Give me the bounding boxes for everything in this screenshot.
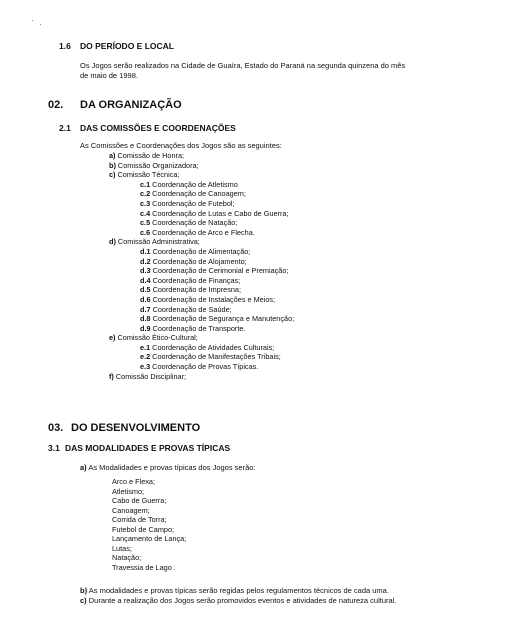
item-text: Comissão Técnica; [115, 170, 180, 180]
item-text: Coordenação de Transporte. [150, 323, 246, 333]
section-number: 1.6 [59, 41, 71, 51]
committee-item [109, 372, 294, 382]
modality-item: Natação; [112, 553, 142, 562]
item-text: Coordenação de Futebol; [150, 198, 235, 208]
item-marker: e.1 [140, 342, 151, 352]
item-marker: e.2 [140, 352, 151, 362]
modality-item: Canoagem; [112, 505, 150, 515]
modality-item: Lutas; [112, 543, 132, 553]
item-text: Coordenação de Manifestações Tribais; [150, 352, 281, 362]
scan-speck [40, 24, 41, 25]
chapter-number: 02. [48, 99, 64, 111]
list-item-a [80, 463, 256, 472]
item-marker: f) [109, 371, 114, 381]
coordination-item [109, 189, 294, 199]
list-item-c [80, 596, 396, 605]
item-marker: d.2 [140, 256, 151, 266]
coordination-item [109, 228, 294, 238]
item-marker: c.5 [140, 218, 151, 228]
section-title: DO PERÍODO E LOCAL [80, 41, 174, 51]
modality-item: Atletismo; [112, 486, 145, 496]
coordination-item [109, 218, 294, 228]
paragraph-line: de maio de 1998. [80, 71, 138, 80]
modality-item: Travessia de Lago . [112, 562, 176, 572]
item-text: Comissão Organizadora; [115, 160, 199, 170]
coordination-item [109, 209, 294, 219]
modality-item: Cabo de Guerra; [112, 496, 167, 505]
item-marker: c.3 [140, 198, 151, 208]
committee-item [109, 237, 294, 247]
item-marker: d.6 [140, 294, 151, 304]
coordination-item [109, 314, 294, 324]
item-marker: d.8 [140, 314, 151, 324]
paragraph-line: Os Jogos serão realizados na Cidade de Guaíra, Estado do Paraná na segunda quinzena do mês [80, 61, 406, 70]
item-text: Coordenação de Alimentação; [150, 246, 251, 256]
chapter-number: 03. [48, 422, 64, 434]
item-marker: d.5 [140, 285, 151, 295]
item-text: Coordenação de Saúde; [150, 304, 232, 314]
item-marker: c) [109, 170, 116, 180]
section-number: 3.1 [48, 443, 60, 453]
item-text: Coordenação de Impresna; [150, 285, 242, 295]
item-marker: b) [109, 160, 116, 170]
coordination-item [109, 276, 294, 286]
item-text: Coordenação de Finanças; [150, 275, 241, 285]
item-marker: d.4 [140, 275, 151, 285]
item-text: Comissão Disciplinar; [113, 371, 187, 381]
item-text: Coordenação de Arco e Flecha. [150, 227, 255, 237]
chapter-title: DA ORGANIZAÇÃO [80, 99, 182, 111]
item-text: As Modalidades e provas típicas dos Jogos serão: [86, 463, 256, 472]
item-text: Coordenação de Provas Típicas. [150, 362, 259, 372]
committee-list [109, 151, 294, 381]
section-number: 2.1 [59, 123, 71, 133]
item-marker: c.6 [140, 227, 151, 237]
item-text: Coordenação de Atividades Culturais; [150, 342, 275, 352]
committee-item [109, 170, 294, 180]
item-marker: c.1 [140, 179, 151, 189]
item-marker: e.3 [140, 362, 151, 372]
coordination-item [109, 295, 294, 305]
modality-item: Lançamento de Lança; [112, 534, 187, 543]
item-text: Comissão de Honra; [115, 151, 185, 160]
item-marker: d.9 [140, 323, 151, 333]
item-text: As modalidades e provas típicas serão regidas pelos regulamentos técnicos de cada uma. [87, 586, 389, 595]
item-text: Coordenação de Lutas e Cabo de Guerra; [150, 208, 289, 218]
scan-speck [32, 20, 33, 21]
modalities-list [112, 477, 186, 572]
item-marker: c.2 [140, 189, 151, 199]
coordination-item [109, 257, 294, 267]
coordination-item [109, 180, 294, 190]
item-marker: d) [109, 237, 116, 247]
coordination-item [109, 305, 294, 315]
item-text: Coordenação de Atletismo [150, 179, 238, 189]
item-text: Durante a realização dos Jogos serão promovidos eventos e atividades de natureza cultural. [86, 596, 397, 605]
item-text: Coordenação de Alojamento; [150, 256, 247, 266]
list-item-b [80, 586, 389, 595]
item-marker: a) [80, 463, 87, 472]
coordination-item [109, 362, 294, 372]
modality-item: Futebol de Campo; [112, 524, 175, 534]
coordination-item [109, 199, 294, 209]
item-text: Comissão Administrativa; [115, 237, 200, 247]
modality-item: Corrida de Torra; [112, 515, 167, 524]
list-intro: As Comissões e Coordenações dos Jogos são as seguintes: [80, 141, 282, 150]
item-marker: d.3 [140, 266, 151, 276]
item-text: Coordenação de Cerimonial e Premiação; [150, 266, 289, 276]
item-marker: b) [80, 586, 88, 595]
item-text: Comissão Ético-Cultural; [115, 333, 198, 343]
coordination-item [109, 352, 294, 362]
coordination-item [109, 285, 294, 295]
committee-item [109, 161, 294, 171]
section-title: DAS COMISSÕES E COORDENAÇÕES [80, 123, 236, 133]
committee-item [109, 151, 294, 161]
item-marker: c) [80, 596, 87, 605]
item-marker: a) [109, 151, 116, 160]
modality-item: Arco e Flexa; [112, 477, 155, 486]
coordination-item [109, 324, 294, 334]
item-text: Coordenação de Segurança e Manutenção; [150, 314, 295, 324]
item-text: Coordenação de Natação; [150, 218, 238, 228]
item-marker: e) [109, 333, 116, 343]
item-text: Coordenação de Canoagem; [150, 189, 246, 199]
item-marker: d.1 [140, 246, 151, 256]
chapter-title: DO DESENVOLVIMENTO [71, 422, 201, 434]
section-title: DAS MODALIDADES E PROVAS TÍPICAS [65, 443, 231, 453]
committee-item [109, 333, 294, 343]
coordination-item [109, 266, 294, 276]
item-marker: c.4 [140, 208, 151, 218]
item-text: Coordenação de Instalações e Meios; [150, 294, 276, 304]
coordination-item [109, 343, 294, 353]
item-marker: d.7 [140, 304, 151, 314]
coordination-item [109, 247, 294, 257]
